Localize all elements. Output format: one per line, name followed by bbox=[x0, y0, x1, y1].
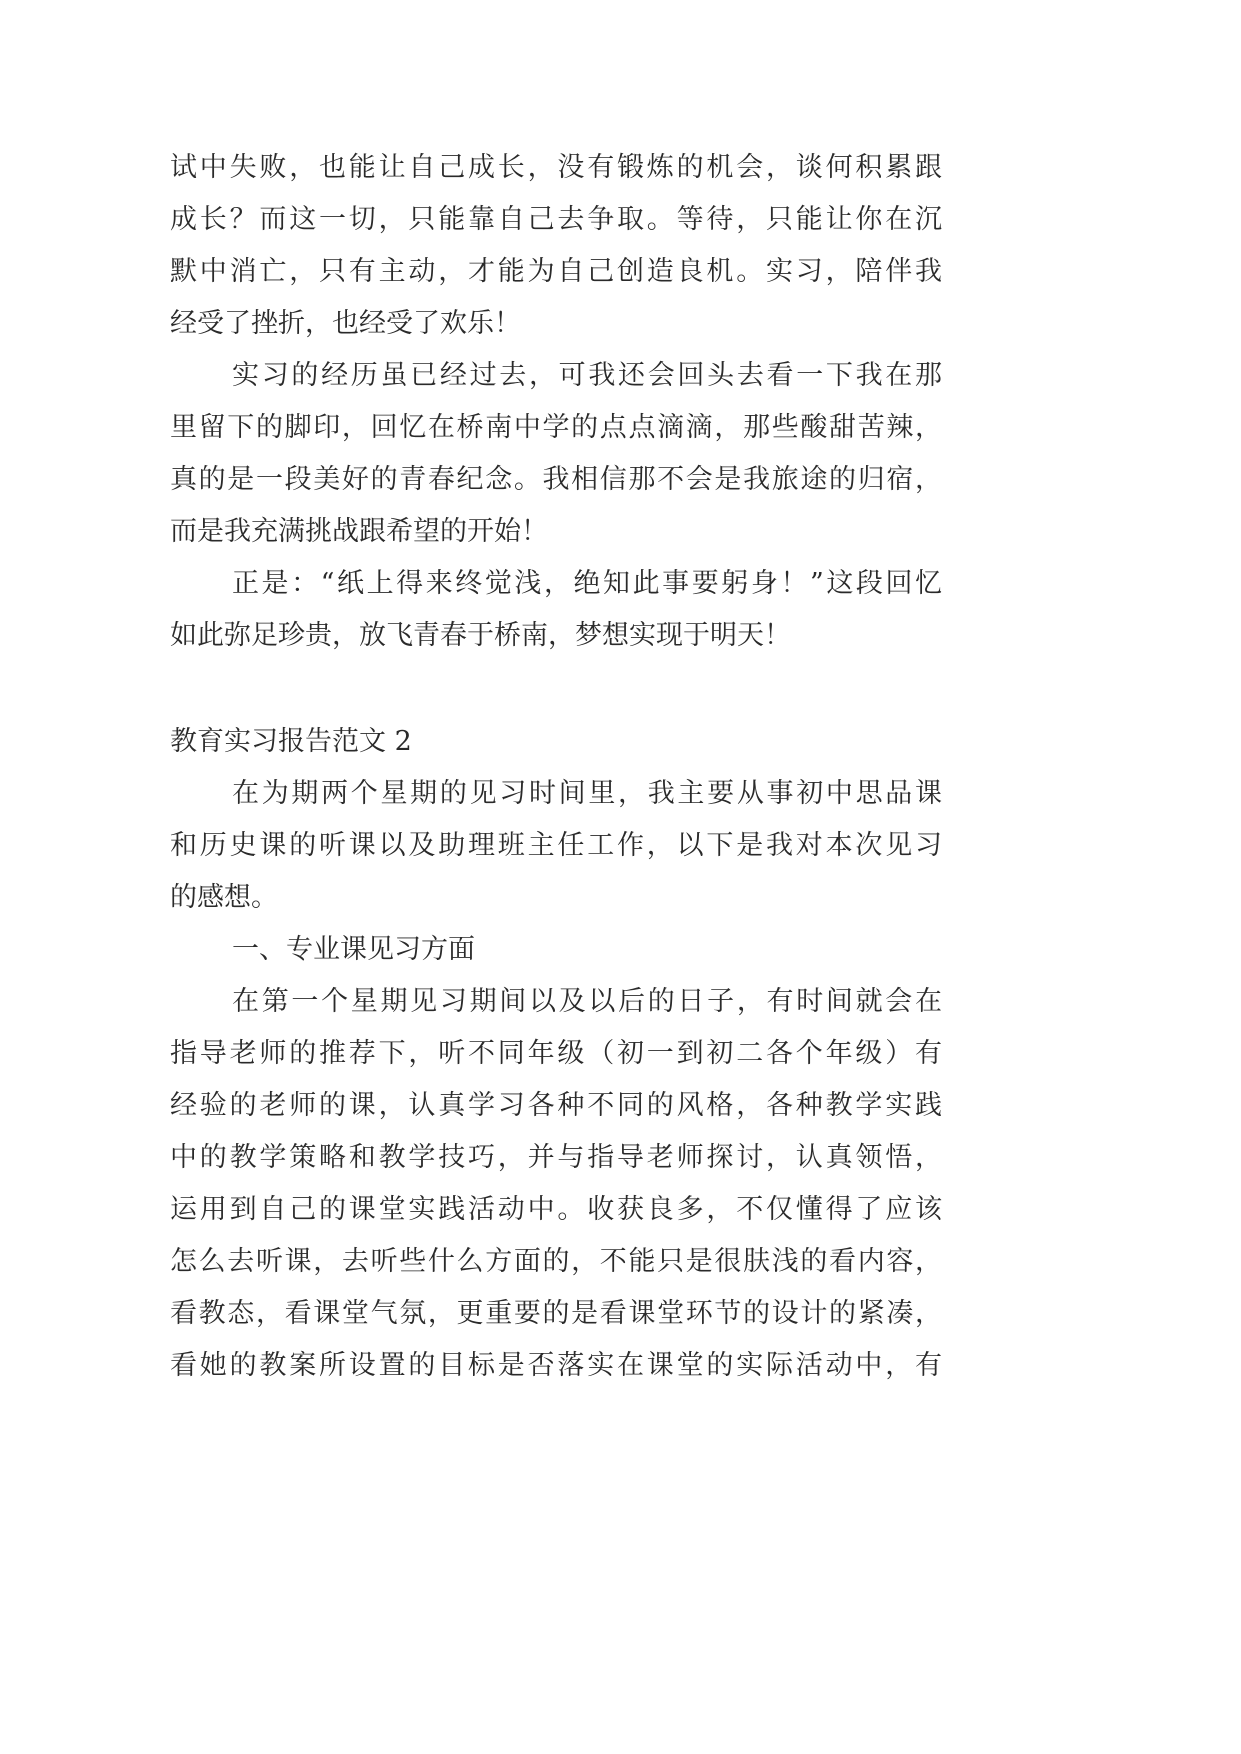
paragraph-line: 试中失败，也能让自己成长，没有锻炼的机会，谈何积累跟 bbox=[170, 152, 942, 183]
paragraph-line: 看她的教案所设置的目标是否落实在课堂的实际活动中，有 bbox=[170, 1350, 942, 1381]
paragraph-line: 看教态，看课堂气氛，更重要的是看课堂环节的设计的紧凑， bbox=[170, 1298, 942, 1329]
paragraph-line: 正是：“纸上得来终觉浅，绝知此事要躬身！”这段回忆 bbox=[232, 568, 942, 599]
paragraph-line: 在第一个星期见习期间以及以后的日子，有时间就会在 bbox=[232, 986, 942, 1017]
paragraph-line: 怎么去听课，去听些什么方面的，不能只是很肤浅的看内容， bbox=[170, 1246, 942, 1277]
paragraph-line: 默中消亡，只有主动，才能为自己创造良机。实习，陪伴我 bbox=[170, 256, 942, 287]
paragraph-line: 真的是一段美好的青春纪念。我相信那不会是我旅途的归宿， bbox=[170, 464, 942, 495]
section-heading: 教育实习报告范文 2 bbox=[170, 726, 412, 757]
paragraph-line: 和历史课的听课以及助理班主任工作，以下是我对本次见习 bbox=[170, 830, 942, 861]
paragraph-line: 的感想。 bbox=[170, 882, 278, 913]
paragraph bbox=[170, 142, 942, 350]
paragraph bbox=[170, 976, 942, 1392]
subsection-heading bbox=[170, 924, 942, 976]
paragraph-line: 中的教学策略和教学技巧，并与指导老师探讨，认真领悟， bbox=[170, 1142, 942, 1173]
paragraph-line: 实习的经历虽已经过去，可我还会回头去看一下我在那 bbox=[232, 360, 942, 391]
paragraph-line: 运用到自己的课堂实践活动中。收获良多，不仅懂得了应该 bbox=[170, 1194, 942, 1225]
paragraph-line: 里留下的脚印，回忆在桥南中学的点点滴滴，那些酸甜苦辣， bbox=[170, 412, 942, 443]
paragraph-line: 一、专业课见习方面 bbox=[232, 934, 475, 965]
paragraph-line: 如此弥足珍贵，放飞青春于桥南，梦想实现于明天！ bbox=[170, 620, 791, 651]
paragraph bbox=[170, 350, 942, 558]
paragraph-line: 在为期两个星期的见习时间里，我主要从事初中思品课 bbox=[232, 778, 942, 809]
paragraph bbox=[170, 558, 942, 662]
paragraph-line: 经受了挫折，也经受了欢乐！ bbox=[170, 308, 521, 339]
page-body bbox=[170, 142, 942, 1392]
paragraph bbox=[170, 768, 942, 924]
paragraph-line: 成长？而这一切，只能靠自己去争取。等待，只能让你在沉 bbox=[170, 204, 942, 235]
paragraph-line: 而是我充满挑战跟希望的开始！ bbox=[170, 516, 548, 547]
paragraph-line: 指导老师的推荐下，听不同年级（初一到初二各个年级）有 bbox=[170, 1038, 942, 1069]
paragraph-line: 经验的老师的课，认真学习各种不同的风格，各种教学实践 bbox=[170, 1090, 942, 1121]
